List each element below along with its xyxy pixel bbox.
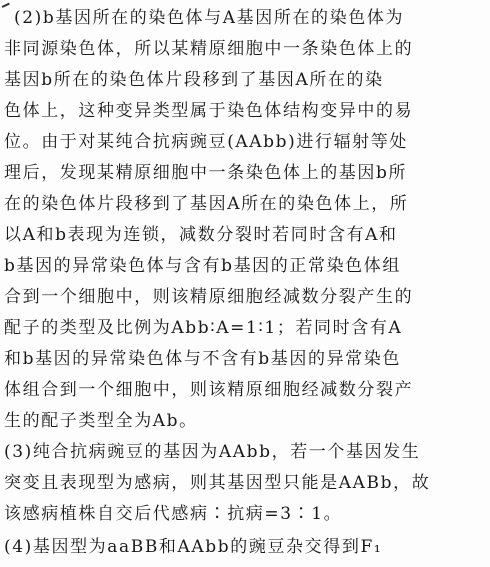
scan-mark: [2, 3, 13, 14]
text-line: 合到一个细胞中，则该精原细胞经减数分裂产生的: [4, 287, 414, 307]
text-line: 突变且表现型为感病，则其基因型只能是AABb，故: [4, 473, 431, 493]
text-line: 色体上，这种变异类型属于染色体结构变异中的易: [4, 101, 414, 121]
text-line: 在的染色体片段移到了基因A所在的染色体上，所: [4, 194, 409, 214]
text-line: 位。由于对某纯合抗病豌豆(AAbb)进行辐射等处: [4, 132, 408, 152]
text-line: 理后，发现某精原细胞中一条染色体上的基因b所: [4, 163, 408, 183]
text-line: (2)b基因所在的染色体与A基因所在的染色体为: [14, 8, 405, 28]
text-line: (3)纯合抗病豌豆的基因为AAbb，若一个基因发生: [4, 442, 421, 462]
text-line: 体组合到一个细胞中，则该精原细胞经减数分裂产: [4, 380, 414, 400]
text-line: 生的配子类型全为Ab。: [4, 411, 198, 431]
text-line: 以A和b表现为连锁，减数分裂时若同时含有A和: [4, 225, 398, 245]
text-line: 基因b所在的染色体片段移到了基因A所在的染: [4, 70, 384, 90]
text-line: (4)基因型为aaBB和AAbb的豌豆杂交得到F₁: [4, 537, 383, 557]
text-line: 该感病植株自交后代感病∶抗病=3∶1。: [4, 504, 343, 524]
text-line: b基因的异常染色体与含有b基因的正常染色体组: [4, 256, 401, 276]
text-line: 非同源染色体，所以某精原细胞中一条染色体上的: [4, 39, 414, 59]
text-line: 配子的类型及比例为Abb∶A=1∶1；若同时含有A: [4, 318, 403, 338]
text-line: 和b基因的异常染色体与不含有b基因的异常染色: [4, 349, 401, 369]
